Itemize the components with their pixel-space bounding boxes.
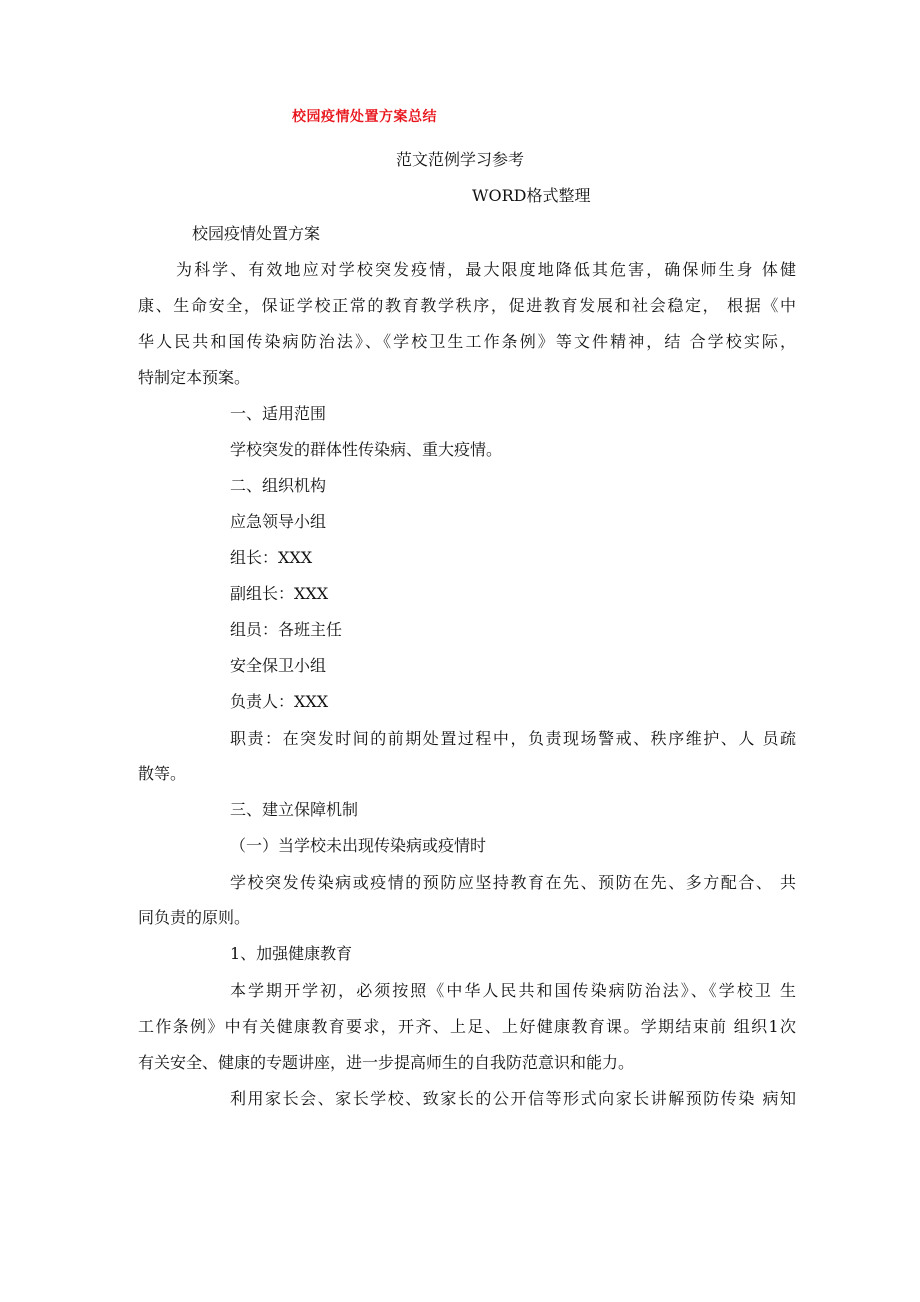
item1-line-2: 工作条例》中有关健康教育要求，开齐、上足、上好健康教育课。学期结束前 组织1次 — [138, 1017, 796, 1036]
intro-line-1: 为科学、有效地应对学校突发疫情，最大限度地降低其危害，确保师生身 体健 — [176, 260, 796, 279]
sub1-heading: （一）当学校未出现传染病或疫情时 — [230, 836, 487, 855]
group1-members: 组员：各班主任 — [230, 620, 343, 639]
group1-name: 应急领导小组 — [230, 512, 327, 531]
group2-head: 负责人：XXX — [230, 692, 329, 711]
intro-line-4: 特制定本预案。 — [138, 368, 251, 387]
item2-line-1: 利用家长会、家长学校、致家长的公开信等形式向家长讲解预防传染 病知 — [230, 1089, 796, 1108]
group1-leader: 组长：XXX — [230, 548, 313, 567]
group1-deputy: 副组长：XXX — [230, 584, 329, 603]
section1-heading: 一、适用范围 — [230, 404, 327, 423]
format-note: WORD格式整理 — [472, 186, 591, 205]
item1-line-3: 有关安全、健康的专题讲座，进一步提高师生的自我防范意识和能力。 — [138, 1053, 635, 1072]
section3-heading: 三、建立保障机制 — [230, 800, 359, 819]
principle-line-1: 学校突发传染病或疫情的预防应坚持教育在先、预防在先、多方配合、 共 — [230, 873, 796, 892]
document-title: 校园疫情处置方案 — [192, 224, 321, 243]
item1-line-1: 本学期开学初，必须按照《中华人民共和国传染病防治法》、《学校卫 生 — [230, 981, 796, 1000]
red-title: 校园疫情处置方案总结 — [292, 109, 437, 125]
group2-name: 安全保卫小组 — [230, 656, 327, 675]
intro-line-2: 康、生命安全，保证学校正常的教育教学秩序，促进教育发展和社会稳定， 根据《中 — [138, 296, 796, 315]
section1-text: 学校突发的群体性传染病、重大疫情。 — [230, 440, 503, 459]
subtitle: 范文范例学习参考 — [396, 150, 525, 169]
duty-line-1: 职责：在突发时间的前期处置过程中，负责现场警戒、秩序维护、人 员疏 — [230, 729, 796, 748]
duty-line-2: 散等。 — [138, 764, 187, 783]
principle-line-2: 同负责的原则。 — [138, 908, 251, 927]
section2-heading: 二、组织机构 — [230, 476, 327, 495]
intro-line-3: 华人民共和国传染病防治法》、《学校卫生工作条例》等文件精神，结 合学校实际， — [138, 332, 796, 351]
item1-heading: 1、加强健康教育 — [230, 944, 353, 963]
